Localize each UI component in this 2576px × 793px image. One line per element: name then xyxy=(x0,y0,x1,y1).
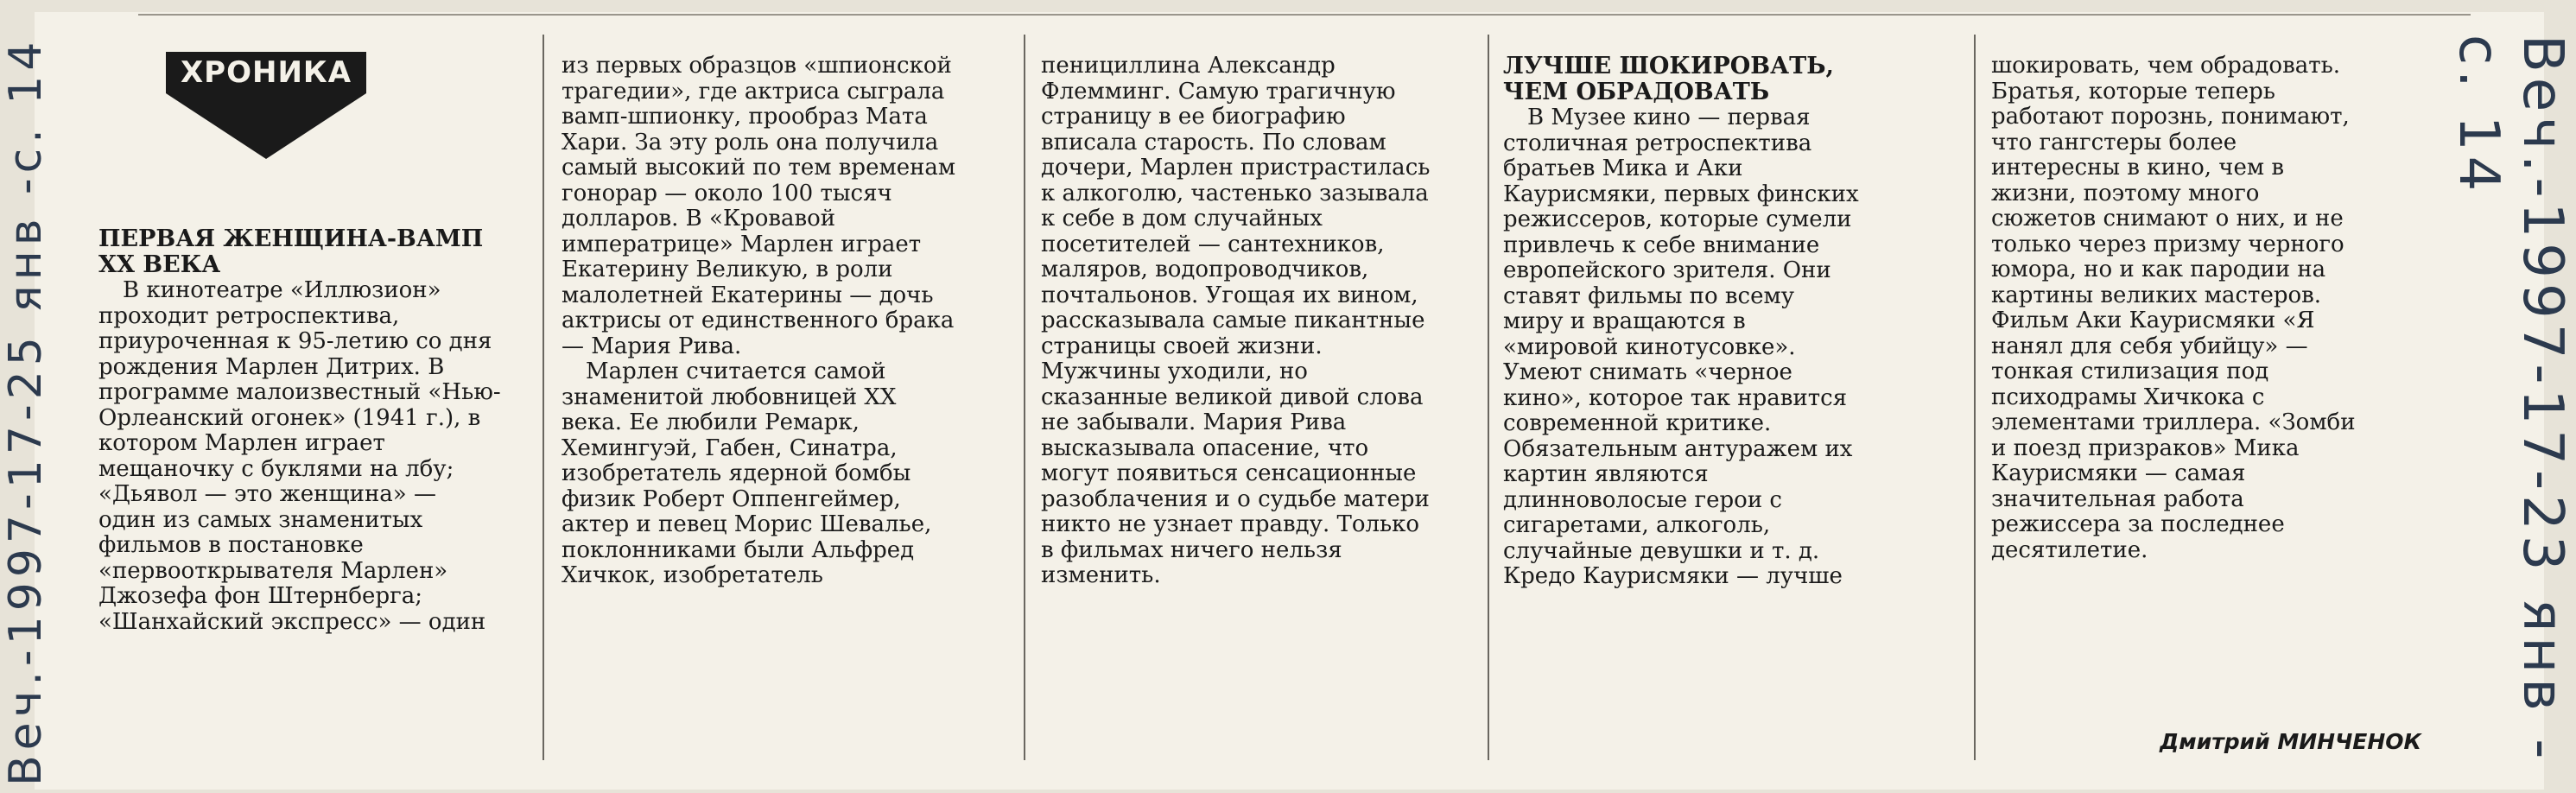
text-line: пенициллина Александр xyxy=(1041,53,1336,79)
article1-column2 xyxy=(562,54,1011,589)
text-line: — Мария Рива. xyxy=(562,333,742,359)
article2-column2 xyxy=(1991,54,2449,563)
text-line: Джозефа фон Штернберга; xyxy=(98,583,422,609)
text-line: «Дьявол — это женщина» — xyxy=(98,481,436,507)
text-line: вамп-шпионку, прообраз Мата xyxy=(562,104,928,130)
text-line: тонкая стилизация под xyxy=(1991,358,2269,384)
rubric-label: ХРОНИКА xyxy=(166,52,366,93)
text-line: знаменитой любовницей XX xyxy=(562,384,897,410)
text-line: программе малоизвестный «Нью- xyxy=(98,379,501,405)
text-line: дочери, Марлен пристрастилась xyxy=(1041,155,1431,181)
text-line: Хари. За эту роль она получила xyxy=(562,129,939,155)
text-line: «мировой кинотусовке». xyxy=(1503,333,1796,360)
text-line: физик Роберт Оппенгеймер, xyxy=(562,485,901,512)
text-line: интересны в кино, чем в xyxy=(1991,155,2285,181)
text-line: Фильм Аки Каурисмяки «Я xyxy=(1991,308,2315,333)
handwritten-note-right: Веч.-1997-17-23 янв - с. 14 xyxy=(2446,35,2574,764)
text-line: Кредо Каурисмяки — лучше xyxy=(1503,563,1843,589)
text-line: в фильмах ничего нельзя xyxy=(1041,536,1342,563)
handwritten-note-left: Веч.-1997-17-25 янв -с. 14 xyxy=(0,36,52,786)
text-line: привлечь к себе внимание xyxy=(1503,232,1820,258)
text-line: В Музее кино — первая xyxy=(1527,105,1811,130)
text-line: страницы своей жизни. xyxy=(1041,333,1323,359)
text-line: В кинотеатре «Иллюзион» xyxy=(123,277,441,303)
text-line: Обязательным антуражем их xyxy=(1503,435,1853,462)
text-line: почтальонов. Угощая их вином, xyxy=(1041,282,1418,308)
text-line: могут появиться сенсационные xyxy=(1041,460,1417,486)
text-line: и поезд призраков» Мика xyxy=(1991,435,2300,461)
text-line: котором Марлен играет xyxy=(98,430,385,456)
text-line: к алкоголю, частенько зазывала xyxy=(1041,180,1429,206)
text-line: Флемминг. Самую трагичную xyxy=(1041,78,1396,105)
text-line: из первых образцов «шпионской xyxy=(562,53,952,79)
text-line: Орлеанский огонек» (1941 г.), в xyxy=(98,404,481,431)
text-line: шокировать, чем обрадовать. xyxy=(1991,53,2341,79)
text-line: изобретатель ядерной бомбы xyxy=(562,460,911,486)
text-line: малолетней Екатерины — дочь xyxy=(562,282,934,308)
text-line: актер и певец Морис Шевалье, xyxy=(562,511,932,537)
text-line: элементами триллера. «Зомби xyxy=(1991,409,2356,435)
text-line: нанял для себя убийцу» — xyxy=(1991,333,2308,359)
text-line: психодрамы Хичкока с xyxy=(1991,384,2265,410)
text-line: Екатерину Великую, в роли xyxy=(562,257,893,282)
text-line: случайные девушки и т. д. xyxy=(1503,537,1820,564)
text-line: века. Ее любили Ремарк, xyxy=(562,409,860,435)
text-line: один из самых знаменитых xyxy=(98,506,423,533)
text-line: трагедии», где актриса сыграла xyxy=(562,78,945,105)
text-line: жизни, поэтому много xyxy=(1991,180,2260,206)
text-line: что гангстеры более xyxy=(1991,129,2237,155)
article2-column1 xyxy=(1503,54,1961,590)
text-line: маляров, водопроводчиков, xyxy=(1041,257,1369,282)
text-line: не забывали. Мария Рива xyxy=(1041,409,1347,435)
text-line: Каурисмяки — самая xyxy=(1991,460,2246,486)
text-line: никто не узнает правду. Только xyxy=(1041,511,1420,537)
article1-column1 xyxy=(98,226,530,635)
text-line: страницу в ее биографию xyxy=(1041,104,1346,130)
text-line: европейского зрителя. Они xyxy=(1503,257,1831,283)
article2-headline-line: ЧЕМ ОБРАДОВАТЬ xyxy=(1503,79,1770,105)
text-line: Каурисмяки, первых финских xyxy=(1503,181,1859,207)
text-line: сигаретами, алкоголь, xyxy=(1503,512,1771,538)
text-line: братьев Мика и Аки xyxy=(1503,155,1743,181)
text-line: картины великих мастеров. xyxy=(1991,282,2322,308)
text-line: приуроченная к 95-летию со дня xyxy=(98,328,492,354)
text-line: «Шанхайский экспресс» — один xyxy=(98,608,486,635)
text-line: императрице» Марлен играет xyxy=(562,231,922,257)
text-line: рассказывала самые пикантные xyxy=(1041,308,1425,333)
text-line: Хичкок, изобретатель xyxy=(562,562,823,588)
article1-headline-line: ПЕРВАЯ ЖЕНЩИНА-ВАМП xyxy=(98,225,484,252)
text-line: Умеют снимать «черное xyxy=(1503,359,1792,385)
text-line: ставят фильмы по всему xyxy=(1503,282,1795,309)
text-line: актрисы от единственного брака xyxy=(562,308,955,333)
text-line: гонорар — около 100 тысяч xyxy=(562,180,892,206)
text-line: сюжетов снимают о них, и не xyxy=(1991,206,2344,232)
section-rubric xyxy=(166,52,366,159)
text-line: изменить. xyxy=(1041,562,1161,588)
text-line: работают порознь, понимают, xyxy=(1991,104,2350,130)
text-line: самый высокий по тем временам xyxy=(562,155,956,181)
top-rule xyxy=(138,14,2471,16)
column-rule xyxy=(1488,35,1489,760)
article1-column3 xyxy=(1041,54,1477,589)
text-line: проходит ретроспектива, xyxy=(98,302,400,329)
text-line: «первооткрывателя Марлен» xyxy=(98,557,448,584)
text-line: значительная работа xyxy=(1991,485,2244,512)
text-line: столичная ретроспектива xyxy=(1503,130,1812,156)
text-line: к себе в дом случайных xyxy=(1041,206,1323,232)
text-line: высказывала опасение, что xyxy=(1041,435,1369,461)
article1-headline-line: XX ВЕКА xyxy=(98,251,221,278)
text-line: юмора, но и как пародии на xyxy=(1991,257,2326,282)
text-line: Братья, которые теперь xyxy=(1991,78,2275,105)
text-line: современной критике. xyxy=(1503,410,1772,436)
text-line: поклонниками были Альфред xyxy=(562,536,915,563)
column-rule xyxy=(1024,35,1025,760)
author-byline: Дмитрий МИНЧЕНОК xyxy=(2160,729,2421,754)
text-line: разоблачения и о судьбе матери xyxy=(1041,485,1430,512)
rubric-triangle xyxy=(166,93,366,159)
text-line: посетителей — сантехников, xyxy=(1041,231,1385,257)
text-line: десятилетие. xyxy=(1991,536,2148,563)
text-line: фильмов в постановке xyxy=(98,532,364,558)
text-line: только через призму черного xyxy=(1991,231,2344,257)
column-rule xyxy=(1974,35,1976,760)
text-line: длинноволосые герои с xyxy=(1503,486,1782,513)
text-line: кино», которое так нравится xyxy=(1503,384,1848,411)
text-line: режиссеров, которые сумели xyxy=(1503,206,1852,232)
text-line: режиссера за последнее xyxy=(1991,511,2285,537)
text-line: рождения Марлен Дитрих. В xyxy=(98,353,445,380)
text-line: картин являются xyxy=(1503,461,1709,487)
text-line: Марлен считается самой xyxy=(586,358,886,384)
text-line: Хемингуэй, Габен, Синатра, xyxy=(562,435,898,461)
column-rule xyxy=(542,35,544,760)
text-line: Мужчины уходили, но xyxy=(1041,358,1308,384)
text-line: долларов. В «Кровавой xyxy=(562,206,836,232)
text-line: вписала старость. По словам xyxy=(1041,129,1386,155)
text-line: миру и вращаются в xyxy=(1503,308,1746,334)
text-line: мещаночку с буклями на лбу; xyxy=(98,455,454,482)
article2-headline-line: ЛУЧШЕ ШОКИРОВАТЬ, xyxy=(1503,53,1834,79)
text-line: сказанные великой дивой слова xyxy=(1041,384,1424,410)
